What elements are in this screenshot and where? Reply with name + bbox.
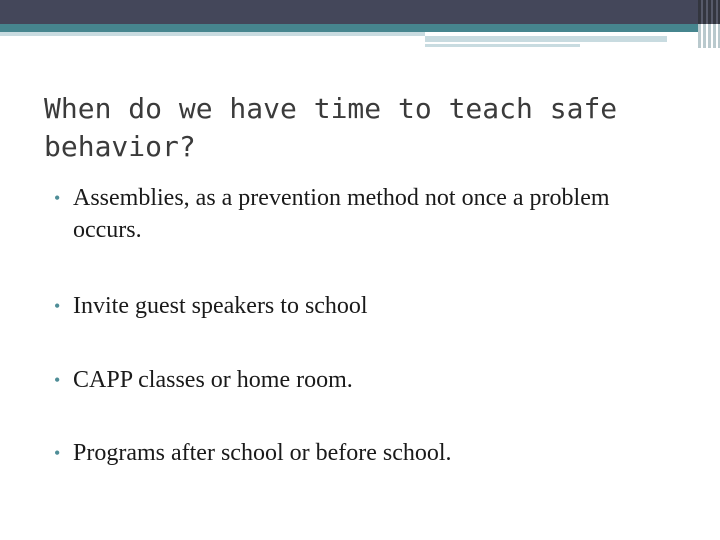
bullet-icon: •	[54, 443, 61, 463]
bullet-item	[54, 290, 674, 322]
bullet-item	[54, 437, 674, 469]
bullet-icon: •	[54, 296, 61, 316]
decorative-line	[425, 44, 580, 47]
bullet-text: Assemblies, as a prevention method not once a problem occurs.	[73, 185, 610, 243]
bullet-list	[54, 182, 674, 469]
decorative-line	[0, 32, 425, 36]
bullet-icon: •	[54, 370, 61, 390]
slide-title: When do we have time to teach safe behavior?	[44, 92, 618, 163]
bullet-item	[54, 364, 674, 396]
decorative-line	[425, 36, 667, 42]
decorative-stripes-dark	[698, 0, 720, 24]
bullet-item	[54, 182, 674, 246]
header-accent-band	[0, 24, 720, 32]
bullet-text: CAPP classes or home room.	[73, 367, 353, 393]
bullet-text: Programs after school or before school.	[73, 440, 452, 466]
header-band	[0, 0, 720, 24]
bullet-text: Invite guest speakers to school	[73, 293, 368, 319]
bullet-icon: •	[54, 188, 61, 208]
